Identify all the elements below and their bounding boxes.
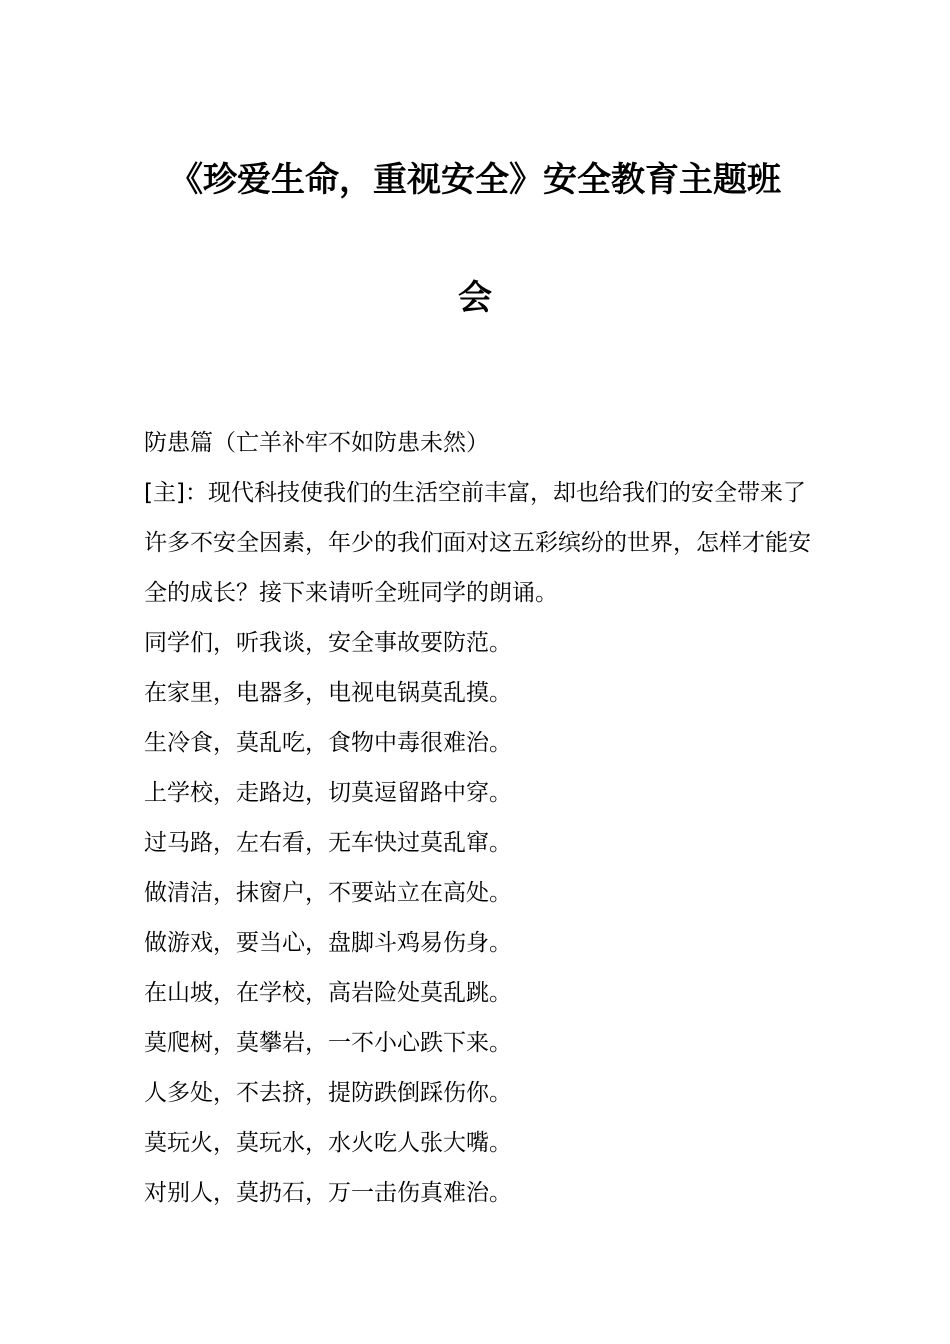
verse-line: 莫爬树，莫攀岩，一不小心跌下来。 (144, 1030, 512, 1056)
verse-line: 做清洁，抹窗户，不要站立在高处。 (144, 880, 512, 906)
verse-line: 同学们，听我谈，安全事故要防范。 (144, 630, 512, 656)
document-title-line-2: 会 (458, 278, 492, 318)
document-title-line-1: 《珍爱生命，重视安全》安全教育主题班 (169, 160, 781, 200)
verse-line: 做游戏，要当心，盘脚斗鸡易伤身。 (144, 930, 512, 956)
verse-line: 生冷食，莫乱吃，食物中毒很难治。 (144, 730, 512, 756)
document-body (144, 418, 812, 1218)
verse-line: 对别人，莫扔石，万一击伤真难治。 (144, 1180, 512, 1206)
host-paragraph: [主]：现代科技使我们的生活空前丰富，却也给我们的安全带来了许多不安全因素，年少的我们面对这五彩缤纷的世界，怎样才能安全的成长？接下来请听全班同学的朗诵。 (144, 480, 811, 606)
verse-line: 莫玩火，莫玩水，水火吃人张大嘴。 (144, 1130, 512, 1156)
verse-line: 过马路，左右看，无车快过莫乱窜。 (144, 830, 512, 856)
verse-line: 人多处，不去挤，提防跌倒踩伤你。 (144, 1080, 512, 1106)
verse-line: 在家里，电器多，电视电锅莫乱摸。 (144, 680, 512, 706)
section-heading: 防患篇（亡羊补牢不如防患未然） (144, 430, 489, 456)
verse-line: 上学校，走路边，切莫逗留路中穿。 (144, 780, 512, 806)
verse-line: 在山坡，在学校，高岩险处莫乱跳。 (144, 980, 512, 1006)
